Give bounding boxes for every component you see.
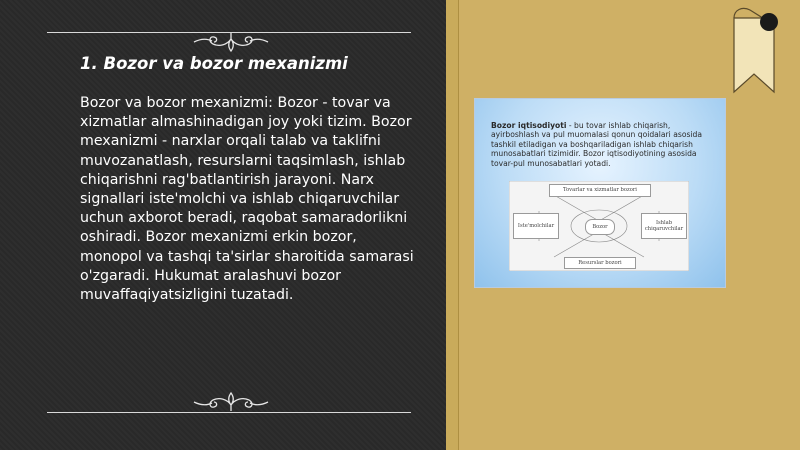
diagram-bottom-box: Resurslar bozori (564, 257, 636, 269)
diagram-left-box: Iste'molchilar (513, 213, 559, 239)
flourish-ornament-bottom-icon (186, 389, 276, 413)
picture-term: Bozor iqtisodiyoti (491, 121, 567, 130)
slide-title: 1. Bozor va bozor mexanizmi (80, 54, 348, 73)
picture-definition: - bu tovar ishlab chiqarish, ayirboshlash va pul muomalasi qonun qoidalari asosida tashkil etiladigan va boshqariladigan ishlab chiqarish munosabatlari tizimidir. Bozor iqtisodiyotining asosida tovar-pul munosabatlari yotadi. (491, 121, 703, 168)
diagram-right-box: Ishlab chiqaruvchilar (641, 213, 687, 239)
flourish-ornament-icon (186, 31, 276, 55)
market-economy-picture (474, 98, 726, 288)
market-diagram (509, 181, 689, 271)
diagram-top-box: Tovarlar va xizmatlar bozori (549, 184, 651, 197)
picture-caption (491, 121, 716, 168)
bookmark-ribbon-icon (720, 0, 778, 98)
bottom-divider (47, 412, 411, 413)
diagram-center-box: Bozor (585, 219, 615, 235)
slide-body: Bozor va bozor mexanizmi: Bozor - tovar va xizmatlar almashinadigan joy yoki tizim. Bozor mexanizmi - narxlar orqali talab va taklifni muvozanatlash, resurslarni taqsimlash, ishlab chiqarishni rag'batlantirish jarayoni. Narx signallari iste'molchi va ishlab chiqaruvchilar uchun axborot beradi, raqobat samaradorlikni oshiradi. Bozor mexanizmi erkin bozor, monopol va tashqi ta'sirlar sharoitida samarasi o'zgaradi. Hukumat aralashuvi bozor muvaffaqiyatsizligini tuzatadi. (80, 95, 414, 304)
